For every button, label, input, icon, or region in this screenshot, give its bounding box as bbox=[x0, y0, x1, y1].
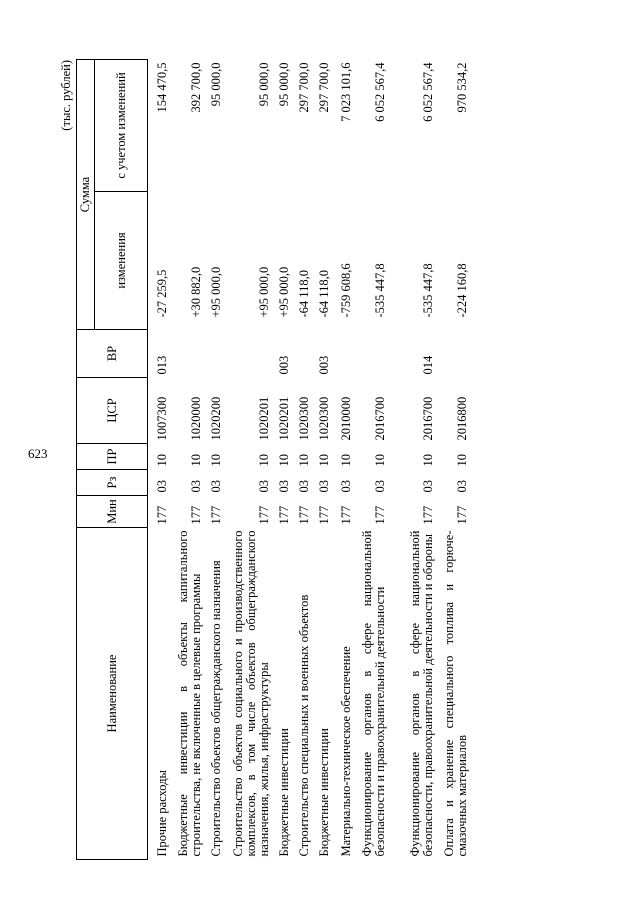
row-change: -224 160,8 bbox=[455, 263, 470, 318]
row-name: Бюджетные инвестиции в объекты капитального строительства, не включенные в целевые программы bbox=[176, 530, 204, 857]
row-rz: 03 bbox=[209, 480, 224, 493]
row-rz: 03 bbox=[189, 480, 204, 493]
table-row bbox=[171, 60, 205, 860]
table-row bbox=[389, 60, 437, 860]
row-rz: 03 bbox=[373, 480, 388, 493]
row-vr bbox=[333, 330, 355, 378]
row-name: Строительство объектов социального и производственного комплексов, в том числе объектов общегражданского назначения, жилья, инфраструктуры bbox=[230, 530, 272, 857]
header-change: изменения bbox=[95, 192, 148, 330]
row-csr: 1020300 bbox=[297, 396, 312, 441]
row-name: Бюджетные инвестиции bbox=[277, 728, 292, 857]
row-total: 95 000,0 bbox=[209, 62, 224, 107]
table-row bbox=[313, 60, 333, 860]
row-total: 6 052 567,4 bbox=[421, 62, 436, 122]
row-pr: 10 bbox=[455, 454, 470, 467]
row-name: Строительство объектов общегражданского назначения bbox=[209, 560, 224, 857]
row-total: 970 534,2 bbox=[455, 62, 470, 113]
row-rz: 03 bbox=[339, 480, 354, 493]
row-total: 6 052 567,4 bbox=[373, 62, 388, 122]
row-total: 95 000,0 bbox=[257, 62, 272, 107]
row-min: 177 bbox=[421, 505, 436, 525]
row-rz: 03 bbox=[455, 480, 470, 493]
row-name: Прочие расходы bbox=[155, 770, 170, 857]
row-csr: 2010000 bbox=[339, 396, 354, 441]
row-change: +95 000,0 bbox=[257, 266, 272, 318]
table-body bbox=[148, 60, 472, 860]
row-name: Оплата и хранение специального топлива и горюче-смазочных материалов bbox=[442, 530, 470, 857]
units-label: (тыс. рублей) bbox=[59, 60, 73, 131]
row-csr: 2016700 bbox=[421, 396, 436, 441]
row-min: 177 bbox=[155, 505, 170, 525]
row-total: 297 700,0 bbox=[317, 62, 332, 113]
table-row bbox=[437, 60, 471, 860]
row-csr: 2016700 bbox=[373, 396, 388, 441]
row-csr: 2016800 bbox=[455, 396, 470, 441]
row-pr: 10 bbox=[209, 454, 224, 467]
row-min: 177 bbox=[209, 505, 224, 525]
row-vr bbox=[437, 330, 471, 378]
row-change: +95 000,0 bbox=[277, 266, 292, 318]
row-min: 177 bbox=[189, 505, 204, 525]
row-change: -64 118,0 bbox=[317, 270, 332, 318]
row-pr: 10 bbox=[339, 454, 354, 467]
row-change: -535 447,8 bbox=[421, 263, 436, 318]
header-sum: Сумма bbox=[77, 60, 95, 330]
header-pr: ПР bbox=[77, 444, 148, 470]
header-with-change: с учетом изменений bbox=[95, 60, 148, 192]
row-change: +30 882,0 bbox=[189, 266, 204, 318]
row-change: -759 608,6 bbox=[339, 263, 354, 318]
row-pr: 10 bbox=[155, 454, 170, 467]
row-pr: 10 bbox=[373, 454, 388, 467]
row-csr: 1020200 bbox=[209, 396, 224, 441]
row-total: 7 023 101,6 bbox=[339, 62, 354, 122]
table-row bbox=[273, 60, 293, 860]
row-pr: 10 bbox=[297, 454, 312, 467]
row-pr: 10 bbox=[257, 454, 272, 467]
row-change: +95 000,0 bbox=[209, 266, 224, 318]
row-name: Бюджетные инвестиции bbox=[317, 728, 332, 857]
row-name: Функционирование органов в сфере национальной безопасности, правоохранительной деятельности и обороны bbox=[408, 530, 436, 857]
row-vr bbox=[293, 330, 313, 378]
row-total: 297 700,0 bbox=[297, 62, 312, 113]
header-csr: ЦСР bbox=[77, 378, 148, 444]
row-total: 392 700,0 bbox=[189, 62, 204, 113]
budget-table bbox=[76, 59, 471, 860]
row-change: -27 259,5 bbox=[155, 269, 170, 318]
header-min: Мин bbox=[77, 496, 148, 528]
row-total: 95 000,0 bbox=[277, 62, 292, 107]
row-csr: 1020000 bbox=[189, 396, 204, 441]
table-row bbox=[333, 60, 355, 860]
row-rz: 03 bbox=[421, 480, 436, 493]
row-csr: 1020300 bbox=[317, 396, 332, 441]
row-min: 177 bbox=[455, 505, 470, 525]
row-total: 154 470,5 bbox=[155, 62, 170, 113]
row-vr: 003 bbox=[317, 355, 332, 375]
row-csr: 1020201 bbox=[257, 396, 272, 441]
rotated-budget-sheet bbox=[60, 60, 620, 860]
row-change: -64 118,0 bbox=[297, 270, 312, 318]
row-vr bbox=[355, 330, 389, 378]
row-vr: 014 bbox=[421, 355, 436, 375]
row-name: Строительство специальных и военных объектов bbox=[297, 594, 312, 857]
row-vr bbox=[205, 330, 225, 378]
table-row bbox=[355, 60, 389, 860]
row-rz: 03 bbox=[257, 480, 272, 493]
row-name: Функционирование органов в сфере национальной безопасности и правоохранительной деятельности bbox=[360, 530, 388, 857]
row-min: 177 bbox=[339, 505, 354, 525]
header-rz: Рз bbox=[77, 470, 148, 496]
row-rz: 03 bbox=[317, 480, 332, 493]
row-min: 177 bbox=[373, 505, 388, 525]
row-pr: 10 bbox=[189, 454, 204, 467]
row-rz: 03 bbox=[155, 480, 170, 493]
page-number: 623 bbox=[28, 446, 48, 461]
row-min: 177 bbox=[297, 505, 312, 525]
row-change: -535 447,8 bbox=[373, 263, 388, 318]
table-row bbox=[225, 60, 273, 860]
row-vr: 003 bbox=[277, 355, 292, 375]
row-min: 177 bbox=[317, 505, 332, 525]
header-name: Наименование bbox=[77, 528, 148, 860]
row-min: 177 bbox=[257, 505, 272, 525]
row-pr: 10 bbox=[317, 454, 332, 467]
header-vr: ВР bbox=[77, 330, 148, 378]
table-row bbox=[148, 60, 172, 860]
table-row bbox=[293, 60, 313, 860]
row-pr: 10 bbox=[277, 454, 292, 467]
row-vr bbox=[225, 330, 273, 378]
row-min: 177 bbox=[277, 505, 292, 525]
table-row bbox=[205, 60, 225, 860]
row-rz: 03 bbox=[297, 480, 312, 493]
row-vr bbox=[171, 330, 205, 378]
row-rz: 03 bbox=[277, 480, 292, 493]
row-csr: 1007300 bbox=[155, 396, 170, 441]
row-csr: 1020201 bbox=[277, 396, 292, 441]
row-name: Материально-техническое обеспечение bbox=[339, 646, 354, 857]
row-pr: 10 bbox=[421, 454, 436, 467]
row-vr: 013 bbox=[155, 355, 170, 375]
